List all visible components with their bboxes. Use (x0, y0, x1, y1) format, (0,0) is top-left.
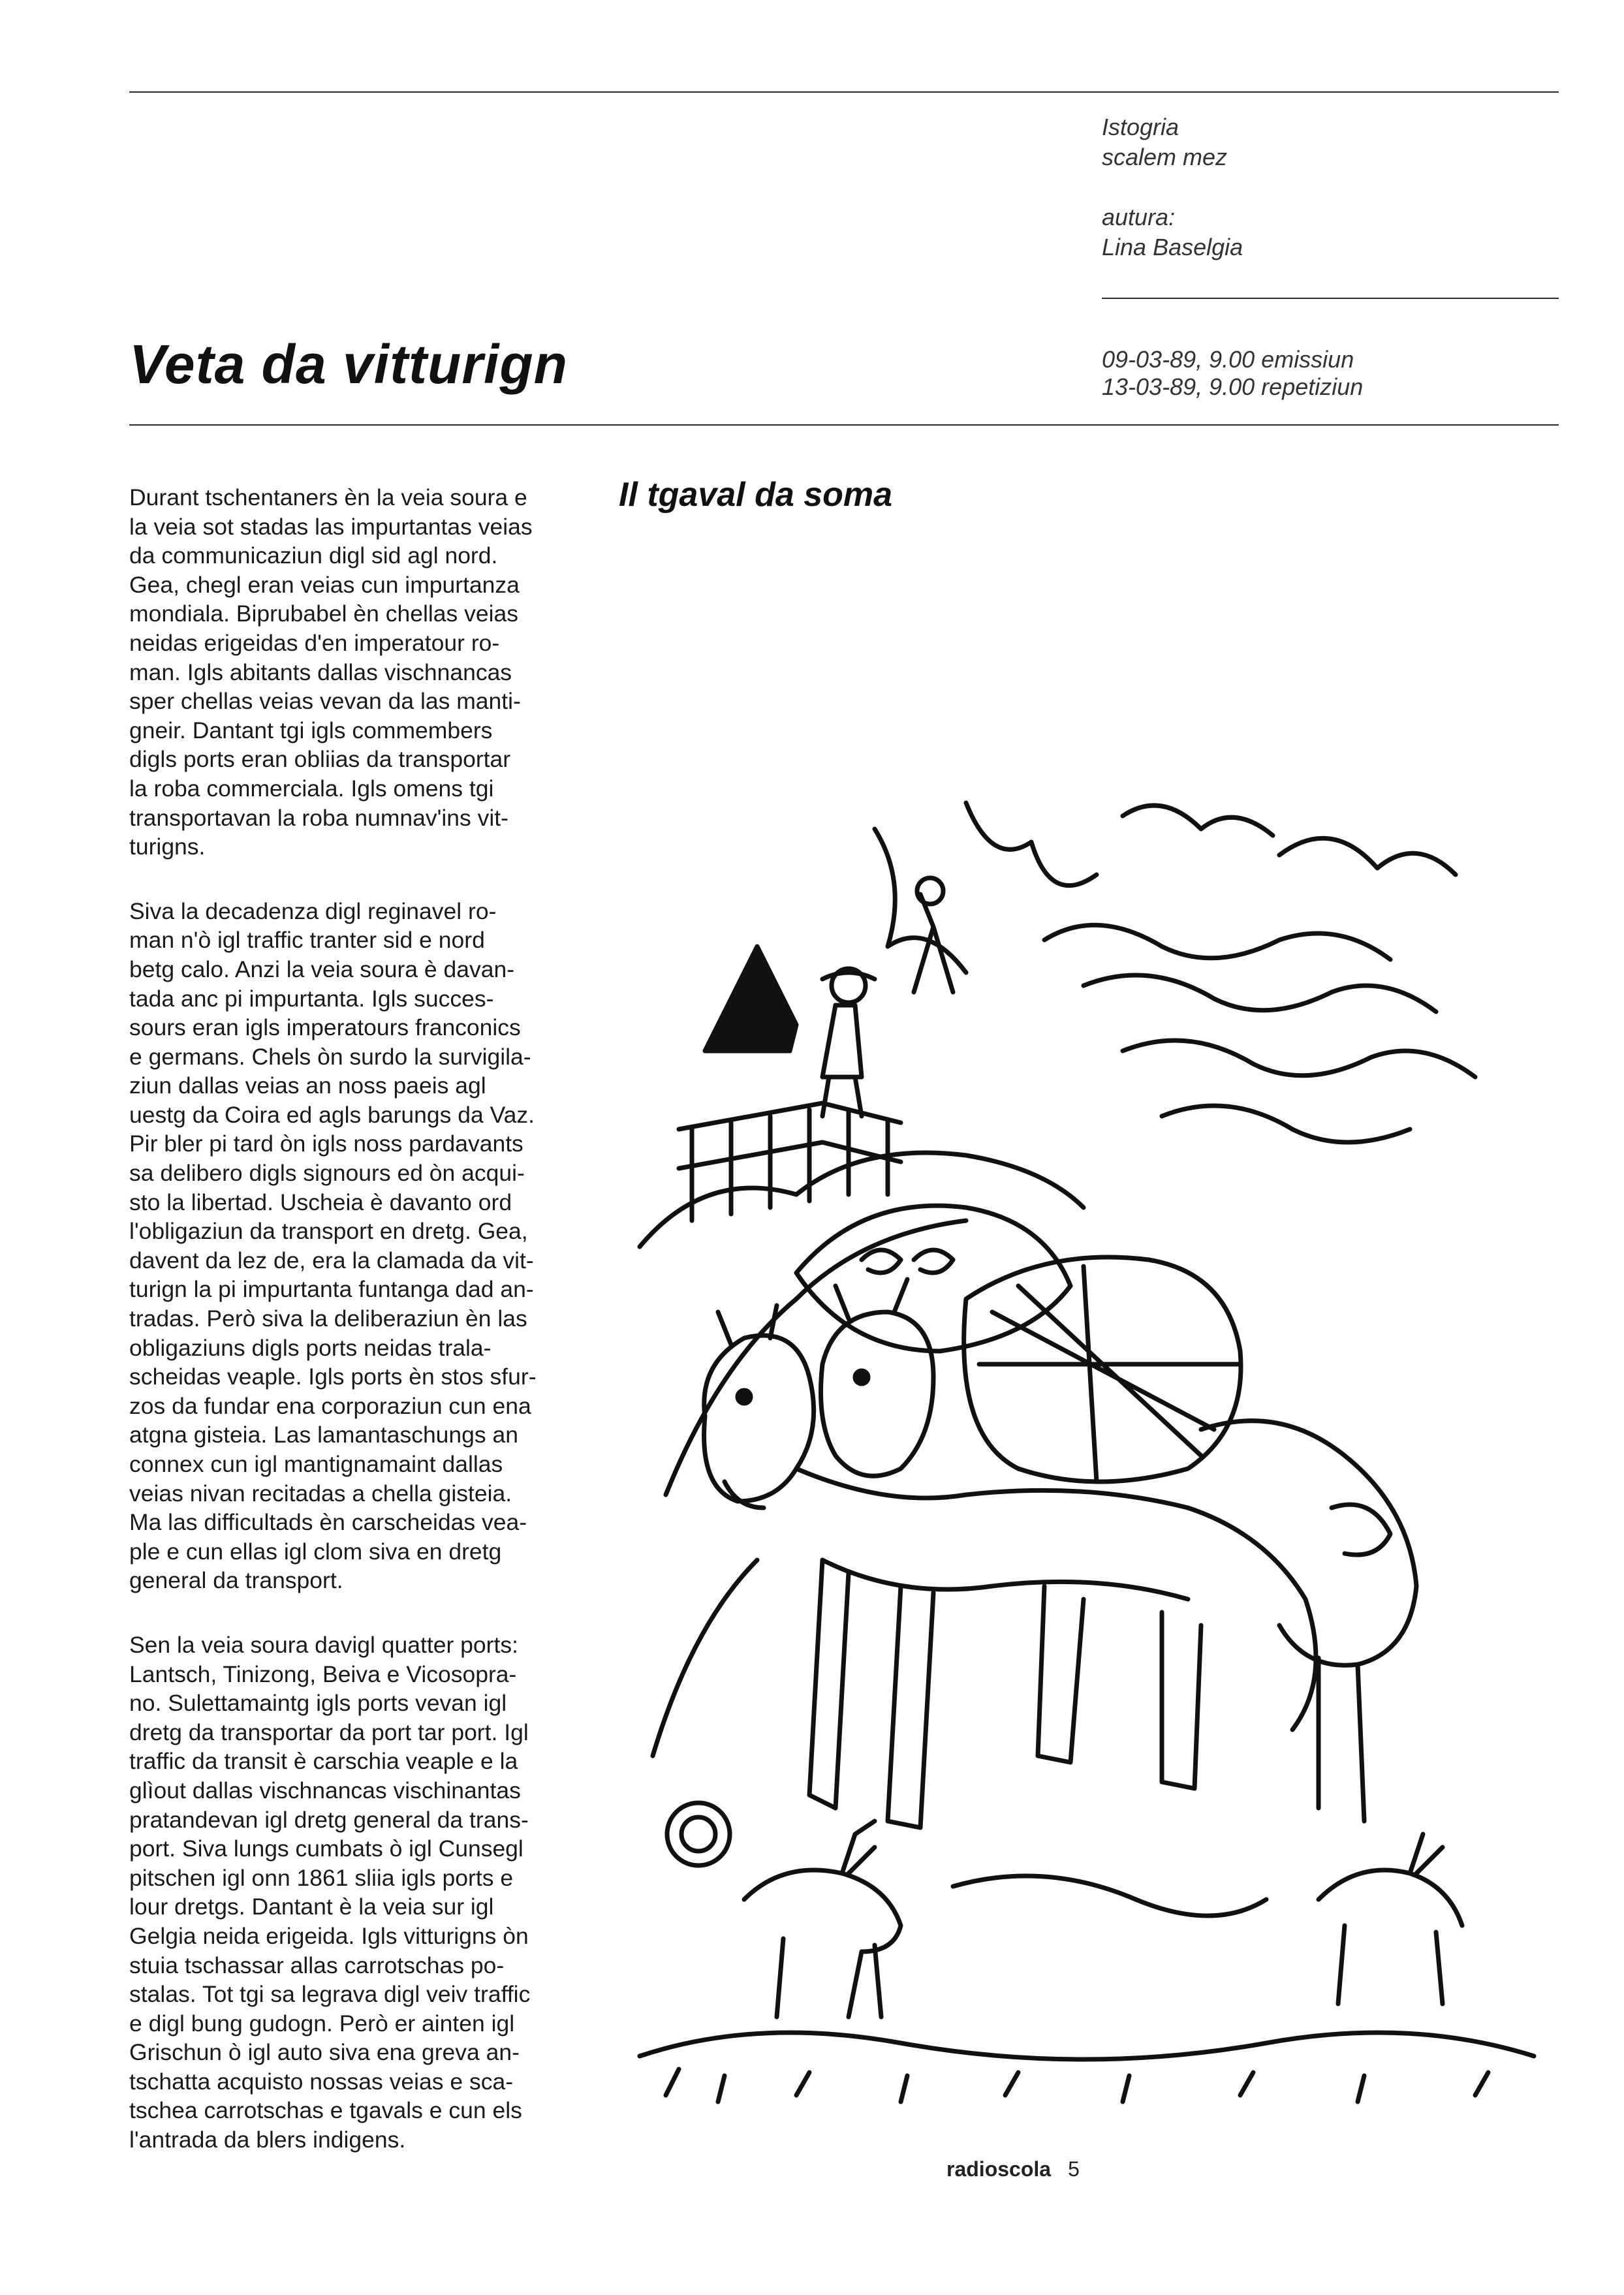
broadcast-date: 09-03-89, 9.00 emissiun (1102, 346, 1354, 373)
paragraph: Siva la decadenza digl reginavel ro- man n'ò igl traffic tranter sid e nord betg calo. Anzi la veia soura è davan- tada anc pi impurtanta. Igls succes- sours eran igls imperatours franconics e germans. Chels òn surdo la survigila- ziun dallas veias an noss paeis agl uestg da Coira ed agls barungs da Vaz. Pir bler pi tard òn igls noss pardavants sa delibero digls signours ed òn acqui- sto la libertad. Uscheia è davanto ord l'obligaziun da transport en dretg. Gea, davent da lez de, era la clamada da vit- turign la pi impurtanta funtanga dad an- tradas. Però siva la deliberaziun èn las obligaziuns digls ports neidas trala- scheidas veaple. Igls ports èn stos sfur- zos da fundar ena corporaziun cun ena atgna gisteia. Las lamantaschungs an connex cun igl mantignamaint dallas veias nivan recitadas a chella gisteia. Ma las difficultads èn carscheidas vea- ple e cun ellas igl clom siva en dretg general da transport. (129, 898, 537, 1594)
paragraph: Durant tschentaners èn la veia soura e la veia sot stadas las impurtantas veias da communicaziun digl sid agl nord. Gea, chegl eran veias cun impurtanza mondiala. Biprubabel èn chellas veias neidas erigeidas d'en imperatour ro- man. Igls abitants dallas vischnancas sper chellas veias vevan da las manti- gneir. Dantant tgi igls commembers digls ports eran obliias da transportar la roba commerciala. Igls omens tgi transportavan la roba numnav'ins vit- turigns. (129, 484, 533, 860)
article-body (129, 483, 581, 2190)
top-rule (129, 91, 1559, 93)
paragraph: Sen la veia soura davigl quatter ports: Lantsch, Tinizong, Beiva e Vicosopra- no. Sulettamaintg igls ports vevan igl dretg da transportar da port tar port. Igl traffic da transit è carschia veaple e la glìout dallas vischnancas vischinantas pratandevan igl dretg general da trans- port. Siva lungs cumbats ò igl Cunsegl pitschen igl onn 1861 sliia igls ports e lour dretgs. Dantant è la veia sur igl Gelgia neida erigeida. Igls vitturigns òn stuia tschassar allas carrotschas po- stalas. Tot tgi sa legrava digl veiv traffic e digl bung gudogn. Però er ainten igl Grischun ò igl auto siva ena greva an- tschatta acquisto nossas veias e sca- tschea carrotschas e tgavals e cun els l'antrada da blers indigens. (129, 1631, 531, 2153)
mountain-peak (705, 946, 796, 1051)
horse-head (704, 1335, 814, 1501)
pack-horse-illustration (627, 777, 1547, 2134)
author-block (1102, 202, 1559, 262)
goat (744, 1870, 901, 2017)
meta-rule (1102, 298, 1559, 299)
publication-name: radioscola (946, 2157, 1052, 2181)
horse-body (796, 1469, 1316, 1730)
author-name: Lina Baselgia (1102, 234, 1243, 260)
illustration-caption: Il tgaval da soma (619, 476, 893, 514)
author-label: autura: (1102, 204, 1176, 230)
subcategory-label: scalem mez (1102, 144, 1228, 170)
broadcast-dates (1102, 346, 1559, 401)
article-title: Veta da vitturign (129, 334, 568, 395)
category-label: Istogria (1102, 114, 1179, 140)
repeat-date: 13-03-89, 9.00 repetiziun (1102, 373, 1364, 400)
page-footer (946, 2157, 1080, 2181)
page-number: 5 (1068, 2157, 1080, 2181)
title-rule (129, 424, 1559, 426)
header-meta (1102, 112, 1559, 172)
